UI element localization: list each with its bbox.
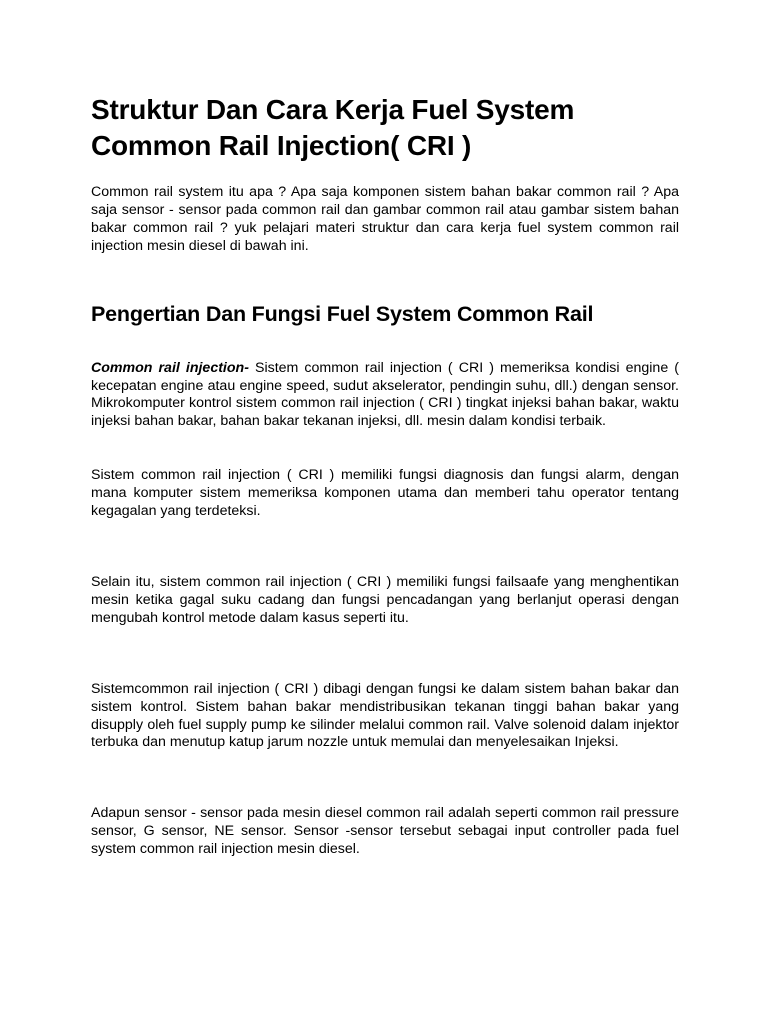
paragraph-system-division: Sistemcommon rail injection ( CRI ) dibagi dengan fungsi ke dalam sistem bahan bakar dan sistem kontrol. Sistem bahan bakar mendistribusikan tekanan tinggi bahan bakar yang disupply oleh fuel supply pump ke silinder melalui common rail. Valve solenoid dalam injektor terbuka dan menutup katup jarum nozzle untuk memulai dan menyelesaikan Injeksi. [91,680,679,751]
document-page [91,92,679,859]
document-title: Struktur Dan Cara Kerja Fuel System Common Rail Injection( CRI ) [91,94,575,161]
intro-paragraph: Common rail system itu apa ? Apa saja komponen sistem bahan bakar common rail ? Apa saja sensor - sensor pada common rail dan gambar common rail atau gambar sistem bahan bakar common rail ? yuk pelajari materi struktur dan cara kerja fuel system common rail injection mesin diesel di bawah ini. [91,184,679,254]
paragraph-diagnosis: Sistem common rail injection ( CRI ) memiliki fungsi diagnosis dan fungsi alarm, dengan mana komputer sistem memeriksa komponen utama dan memberi tahu operator tentang kegagalan yang terdeteksi. [91,467,679,520]
paragraph-common-rail-injection [91,360,679,432]
paragraph-body: Sistem common rail injection ( CRI ) memeriksa kondisi engine ( kecepatan engine atau engine speed, sudut akselerator, pendingin suhu, dll.) dengan sensor. Mikrokomputer kontrol sistem common rail injection ( CRI ) tingkat injeksi bahan bakar, waktu injeksi bahan bakar, bahan bakar tekanan injeksi, dll. mesin dalam kondisi terbaik. [91,359,679,430]
section-title: Pengertian Dan Fungsi Fuel System Common Rail [91,301,594,326]
paragraph-sensors: Adapun sensor - sensor pada mesin diesel common rail adalah seperti common rail pressure sensor, G sensor, NE sensor. Sensor -sensor tersebut sebagai input controller pada fuel system common rail injection mesin diesel. [91,805,679,858]
paragraph-failsafe: Selain itu, sistem common rail injection ( CRI ) memiliki fungsi failsaafe yang menghentikan mesin ketika gagal suku cadang dan fungsi pencadangan yang berlanjut operasi dengan mengubah kontrol metode dalam kasus seperti itu. [91,573,679,626]
paragraph-lead-term: Common rail injection- [91,359,249,376]
